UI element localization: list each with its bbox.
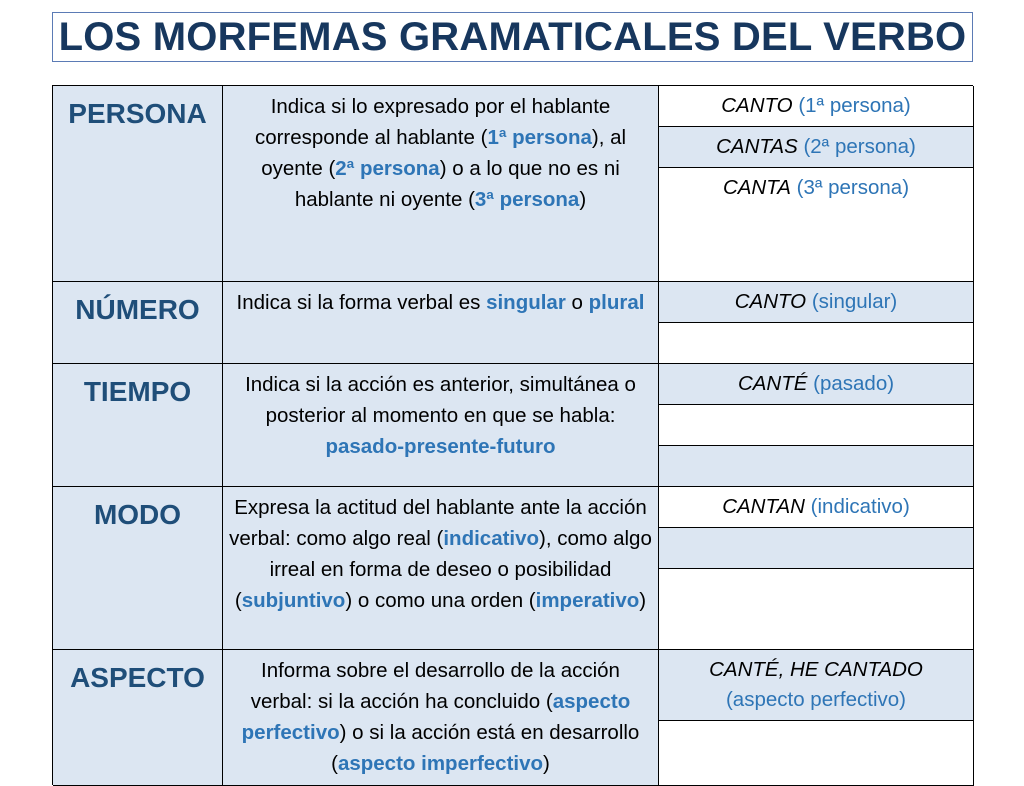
- example-cell: CANTAN (indicativo): [659, 487, 974, 528]
- row-description-modo: Expresa la actitud del hablante ante la acción verbal: como algo real (indicativo), como algo irreal en forma de deseo o posibilidad (subjuntivo) o como una orden (imperativo): [223, 487, 659, 650]
- example-cell: CANTÉ (pasado): [659, 364, 974, 405]
- example-cell: CANTO (singular): [659, 282, 974, 323]
- page-title: LOS MORFEMAS GRAMATICALES DEL VERBO: [52, 12, 973, 62]
- example-cell: [659, 528, 974, 569]
- example-cell: [659, 405, 974, 446]
- example-cell: [659, 569, 974, 650]
- row-description-aspecto: Informa sobre el desarrollo de la acción verbal: si la acción ha concluido (aspecto perfectivo) o si la acción está en desarrollo (aspecto imperfectivo): [223, 650, 659, 786]
- row-header-aspecto: ASPECTO: [53, 650, 223, 786]
- example-cell: CANTA (3ª persona): [659, 168, 974, 282]
- row-description-numero: Indica si la forma verbal es singular o plural: [223, 282, 659, 364]
- example-cell: CANTAS (2ª persona): [659, 127, 974, 168]
- row-header-modo: MODO: [53, 487, 223, 650]
- example-cell: [659, 721, 974, 786]
- row-header-tiempo: TIEMPO: [53, 364, 223, 487]
- row-description-persona: Indica si lo expresado por el hablante corresponde al hablante (1ª persona), al oyente (2ª persona) o a lo que no es ni hablante ni oyente (3ª persona): [223, 86, 659, 282]
- example-cell: CANTÉ, HE CANTADO (aspecto perfectivo): [659, 650, 974, 721]
- example-cell: [659, 323, 974, 364]
- example-cell: [659, 446, 974, 487]
- example-cell: CANTO (1ª persona): [659, 86, 974, 127]
- morphemes-table: [52, 85, 973, 785]
- row-description-tiempo: Indica si la acción es anterior, simultánea o posterior al momento en que se habla: pasado-presente-futuro: [223, 364, 659, 487]
- row-header-numero: NÚMERO: [53, 282, 223, 364]
- row-header-persona: PERSONA: [53, 86, 223, 282]
